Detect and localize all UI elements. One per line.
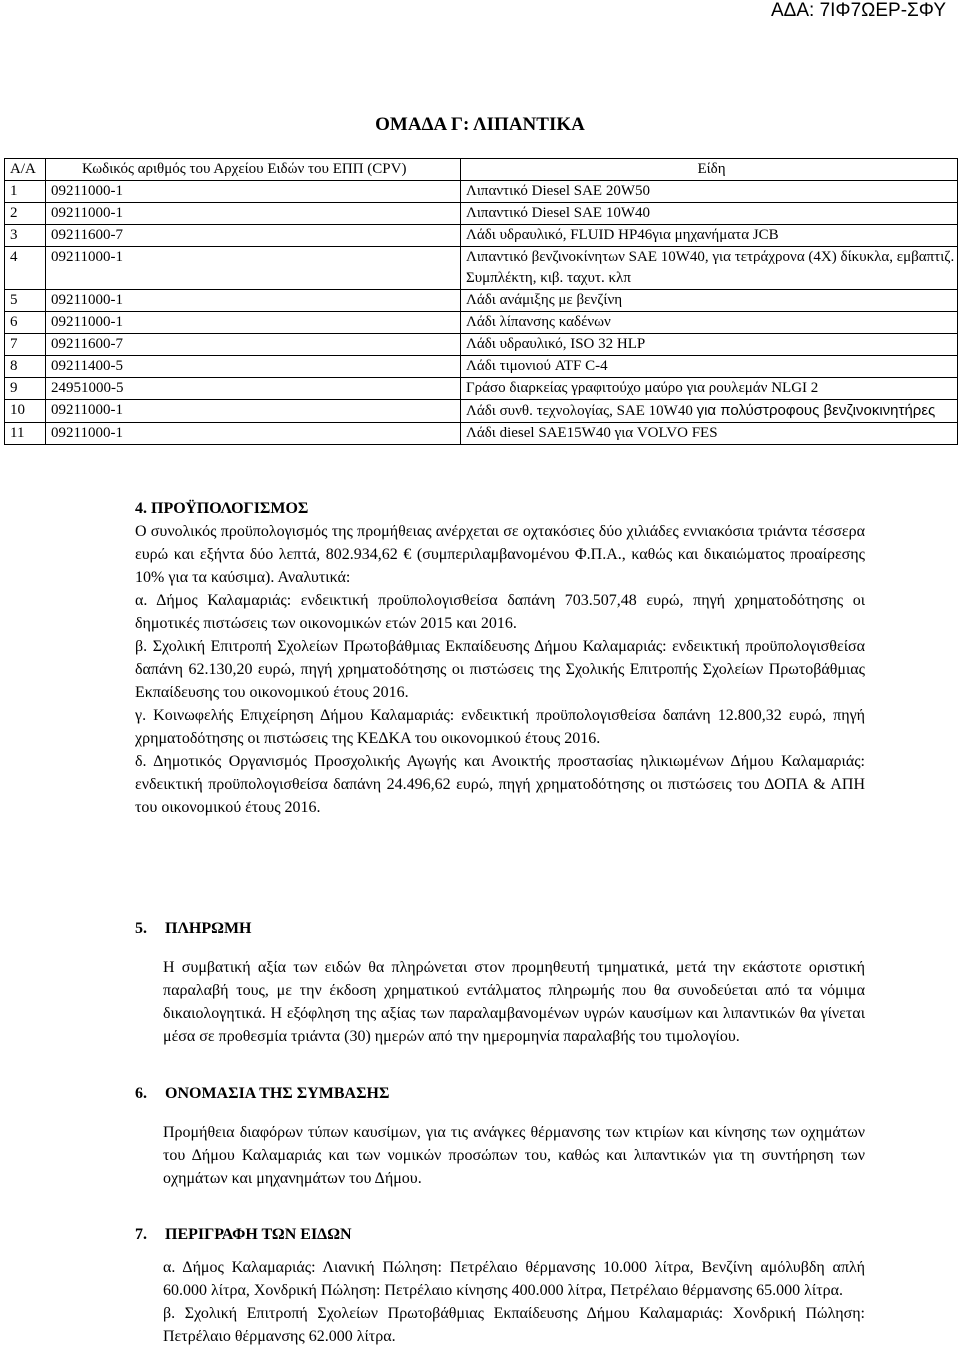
table-row <box>5 181 958 203</box>
contract-name-title: ΟΝΟΜΑΣΙΑ ΤΗΣ ΣΥΜΒΑΣΗΣ <box>165 1085 390 1102</box>
contract-name-body: Προμήθεια διαφόρων τύπων καυσίμων, για τις ανάγκες θέρμανσης των κτιρίων και κίνησης των οχημάτων του Δήμου Καλαμαριάς και των νομικών προσώπων του, καθώς και λιπαντικών για τη συντήρηση των οχημάτων και μηχανημάτων του Δήμου. <box>163 1124 865 1187</box>
budget-item: α. Δήμος Καλαμαριάς: ενδεικτική προϋπολογισθείσα δαπάνη 703.507,48 ευρώ, πηγή χρηματοδότησης οι δημοτικές πιστώσεις των οικονομικών ετών 2015 και 2016. <box>135 592 865 632</box>
row-cpv-code: 09211000-1 <box>46 290 461 312</box>
budget-item: δ. Δημοτικός Οργανισμός Προσχολικής Αγωγής και Ανοικτής προστασίας ηλικιωμένων Δήμου Καλαμαριάς: ενδεικτική προϋπολογισθείσα δαπάνη 24.496,62 ευρώ, πηγή χρηματοδότησης οι πιστώσεις του ΔΟΠΑ & ΑΠΗ του οικονομικού έτους 2016. <box>135 753 865 816</box>
row-number: 11 <box>5 423 46 445</box>
row-number: 4 <box>5 247 46 290</box>
description-item: β. Σχολική Επιτροπή Σχολείων Πρωτοβάθμιας Εκπαίδευσης Δήμου Καλαμαριάς: Χονδρική Πώληση: Πετρέλαιο θέρμανσης 62.000 λίτρα. <box>163 1305 865 1345</box>
row-item: Λάδι λίπανσης καδένων <box>461 312 958 334</box>
row-cpv-code: 09211000-1 <box>46 203 461 225</box>
ada-code: ΑΔΑ: 7ΙΦ7ΩΕΡ-ΣΦΥ <box>770 0 946 21</box>
payment-title: ΠΛΗΡΩΜΗ <box>165 920 252 937</box>
payment-body: Η συμβατική αξία των ειδών θα πληρώνεται στον προμηθευτή τμηματικά, μετά την εκάστοτε οριστική παραλαβή τους, με την έκδοση χρηματικού εντάλματος πληρωμής που θα συνοδεύεται από τα νόμιμα δικαιολογητικά. Η εξόφληση της αξίας των παραλαμβανομένων υγρών καυσίμων και λιπαντικών θα γίνεται μέσα σε προθεσμία τριάντα (30) ημερών από την ημερομηνία παραλαβής του τιμολογίου. <box>163 959 865 1045</box>
col-aa-header: Α/Α <box>5 159 46 181</box>
description-title: ΠΕΡΙΓΡΑΦΗ ΤΩΝ ΕΙΔΩΝ <box>165 1226 352 1243</box>
row-item: Λάδι υδραυλικό, FLUID HP46για μηχανήματα JCB <box>461 225 958 247</box>
row-number: 10 <box>5 400 46 423</box>
row-cpv-code: 09211000-1 <box>46 312 461 334</box>
row-cpv-code: 09211000-1 <box>46 423 461 445</box>
contract-name-section <box>135 1082 865 1206</box>
table-row <box>5 203 958 225</box>
budget-heading: 4. ΠΡΟΫΠΟΛΟΓΙΣΜΟΣ <box>135 500 309 517</box>
row-item: Λιπαντικό Diesel SAE 10W40 <box>461 203 958 225</box>
budget-item: γ. Κοινωφελής Επιχείρηση Δήμου Καλαμαριάς: ενδεικτική προϋπολογισθείσα δαπάνη 12.800,32 ευρώ, πηγή χρηματοδότησης οι πιστώσεις της ΚΕΔΚΑ του οικονομικού έτους 2016. <box>135 707 865 747</box>
row-item: Λάδι diesel SAE15W40 για VOLVO FES <box>461 423 958 445</box>
contract-name-heading <box>135 1082 865 1105</box>
row-cpv-code: 09211400-5 <box>46 356 461 378</box>
table-row <box>5 400 958 423</box>
budget-section <box>135 497 865 819</box>
row-number: 9 <box>5 378 46 400</box>
row-number: 7 <box>5 334 46 356</box>
payment-section <box>135 917 865 1064</box>
row-cpv-code: 09211000-1 <box>46 181 461 203</box>
row-cpv-code: 09211600-7 <box>46 334 461 356</box>
table-row <box>5 378 958 400</box>
col-item-header: Είδη <box>461 159 958 181</box>
table-row <box>5 356 958 378</box>
row-item: Λιπαντικό Diesel SAE 20W50 <box>461 181 958 203</box>
description-item: α. Δήμος Καλαμαριάς: Λιανική Πώληση: Πετρέλαιο θέρμανσης 10.000 λίτρα, Βενζίνη αμόλυβδη απλή 60.000 λίτρα, Χονδρική Πώληση: Πετρέλαιο κίνησης 400.000 λίτρα, Πετρέλαιο θέρμανσης 65.000 λίτρα. <box>163 1259 865 1299</box>
row-number: 6 <box>5 312 46 334</box>
row-item: Λάδι υδραυλικό, ISO 32 HLP <box>461 334 958 356</box>
row-number: 8 <box>5 356 46 378</box>
table-row <box>5 225 958 247</box>
row-number: 2 <box>5 203 46 225</box>
budget-item: β. Σχολική Επιτροπή Σχολείων Πρωτοβάθμιας Εκπαίδευσης Δήμου Καλαμαριάς: ενδεικτική προϋπολογισθείσα δαπάνη 62.130,20 ευρώ, πηγή χρηματοδότησης οι πιστώσεις της Σχολικής Επιτροπής Σχολείων Πρωτοβάθμιας Εκπαίδευσης του οικονομικού έτους 2016. <box>135 638 865 701</box>
row-item: Γράσο διαρκείας γραφιτούχο μαύρο για ρουλεμάν NLGI 2 <box>461 378 958 400</box>
group-title: ΟΜΑΔΑ Γ: ΛΙΠΑΝΤΙΚΑ <box>375 114 585 135</box>
row-number: 5 <box>5 290 46 312</box>
row-cpv-code: 09211000-1 <box>46 247 461 290</box>
description-heading <box>135 1223 865 1246</box>
row-item <box>461 400 958 423</box>
row-number: 3 <box>5 225 46 247</box>
row-cpv-code: 09211600-7 <box>46 225 461 247</box>
table-row <box>5 290 958 312</box>
col-code-header: Κωδικός αριθμός του Αρχείου Ειδών του ΕΠΠ (CPV) <box>46 159 461 181</box>
payment-heading <box>135 917 865 940</box>
table-row <box>5 423 958 445</box>
payment-number: 5. <box>135 920 147 937</box>
table-row <box>5 247 958 290</box>
lubricants-table <box>4 158 958 445</box>
description-number: 7. <box>135 1226 147 1243</box>
row-item-extra: για πολύστροφους βενζινοκινητήρες <box>696 402 936 419</box>
row-item: Λάδι ανάμιξης με βενζίνη <box>461 290 958 312</box>
row-cpv-code: 24951000-5 <box>46 378 461 400</box>
budget-intro: Ο συνολικός προϋπολογισμός της προμήθειας ανέρχεται σε οχτακόσιες δύο χιλιάδες εννιακόσια τριάντα τέσσερα ευρώ και εξήντα δύο λεπτά, 802.934,62 € (συμπεριλαμβανομένου Φ.Π.Α., καθώς και δικαιώματος προαίρεσης 10% για τα καύσιμα). Αναλυτικά: <box>135 523 865 586</box>
row-item-main: Λάδι συνθ. τεχνολογίας, SAE 10W40 <box>466 403 693 419</box>
description-section <box>135 1223 865 1348</box>
row-item: Λιπαντικό βενζινοκίνητων SAE 10W40, για τετράχρονα (4X) δίκυκλα, εμβαπτιζ. Συμπλέκτη, κιβ. ταχυτ. κλπ <box>461 247 958 290</box>
row-number: 1 <box>5 181 46 203</box>
row-cpv-code: 09211000-1 <box>46 400 461 423</box>
table-header-row <box>5 159 958 181</box>
row-item: Λάδι τιμονιού ATF C-4 <box>461 356 958 378</box>
contract-name-number: 6. <box>135 1085 147 1102</box>
table-row <box>5 312 958 334</box>
table-row <box>5 334 958 356</box>
